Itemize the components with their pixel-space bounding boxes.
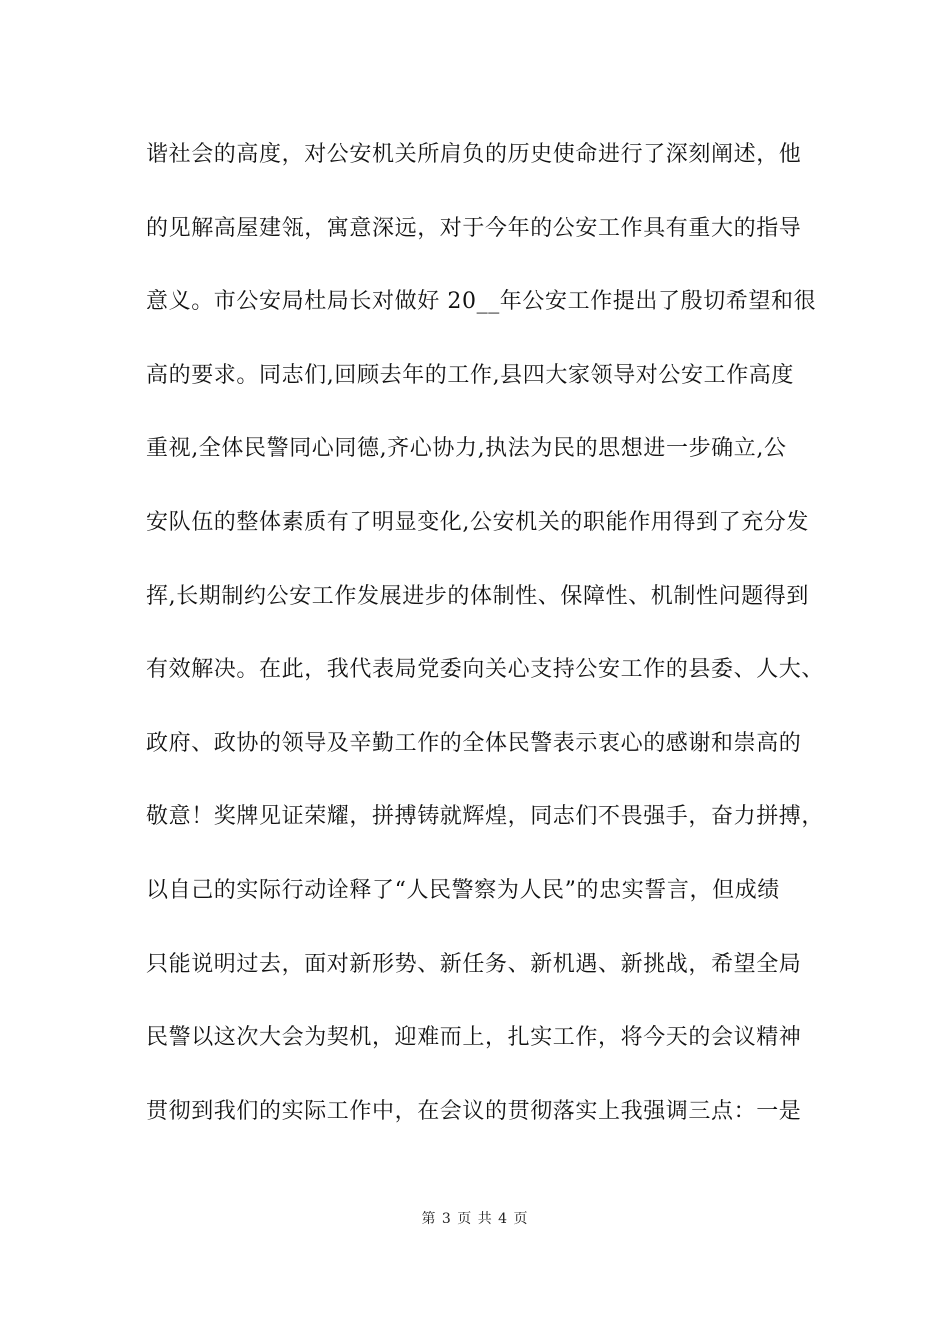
text-line: 挥,长期制约公安工作发展进步的体制性、保障性、机制性问题得到 (146, 583, 809, 609)
text-line: 重视,全体民警同心同德,齐心协力,执法为民的思想进一步确立,公 (146, 436, 787, 462)
text-line: 政府、政协的领导及辛勤工作的全体民警表示衷心的感谢和崇高的 (146, 730, 802, 756)
page-number-footer: 第 3 页 共 4 页 (421, 1211, 529, 1227)
text-line: 敬意！奖牌见证荣耀，拼搏铸就辉煌，同志们不畏强手，奋力拼搏， (146, 804, 825, 830)
text-line: 高的要求。同志们,回顾去年的工作,县四大家领导对公安工作高度 (146, 362, 794, 388)
text-line: 只能说明过去，面对新形势、新任务、新机遇、新挑战，希望全局 (146, 951, 802, 977)
text-line: 有效解决。在此，我代表局党委向关心支持公安工作的县委、人大、 (146, 657, 825, 683)
text-line: 的见解高屋建瓴，寓意深远，对于今年的公安工作具有重大的指导 (146, 215, 802, 241)
body-text (146, 132, 825, 1162)
text-line: 谐社会的高度，对公安机关所肩负的历史使命进行了深刻阐述，他 (146, 142, 802, 167)
text-line: 安队伍的整体素质有了明显变化,公安机关的职能作用得到了充分发 (146, 509, 809, 535)
text-line: 贯彻到我们的实际工作中，在会议的贯彻落实上我强调三点：一是 (146, 1098, 802, 1124)
text-line: 民警以这次大会为契机，迎难而上，扎实工作，将今天的会议精神 (146, 1025, 802, 1051)
text-line: 意义。市公安局杜局长对做好 20__年公安工作提出了殷切希望和很 (146, 289, 817, 315)
text-line: 以自己的实际行动诠释了“人民警察为人民”的忠实誓言，但成绩 (146, 877, 780, 903)
